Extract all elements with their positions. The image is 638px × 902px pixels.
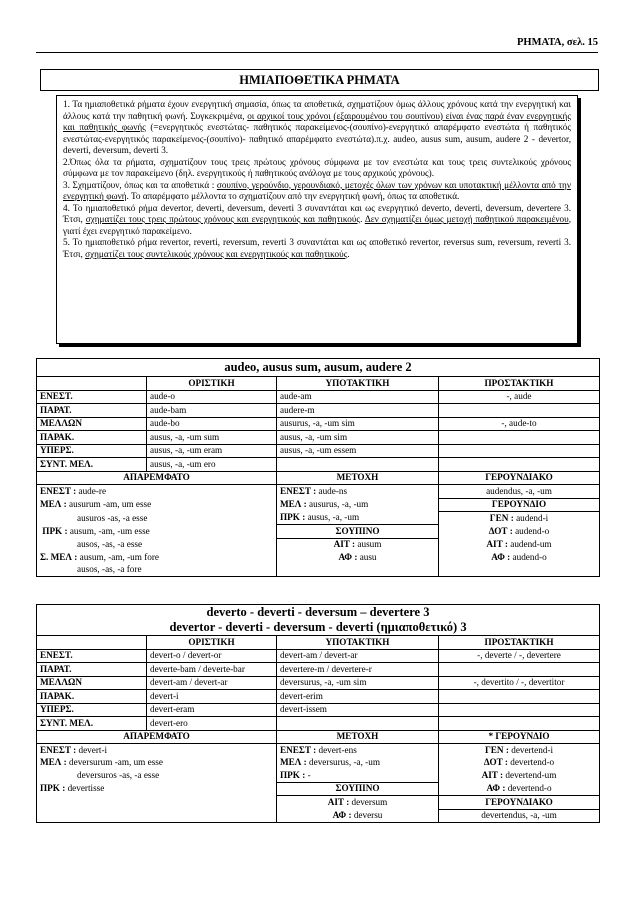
tense-label: ΥΠΕΡΣ. [37,444,147,458]
value: ausum [355,539,382,550]
participle-line [277,769,439,782]
subjunctive-cell: deversurus, -a, -um sim [277,676,439,690]
gerundive-head: ΓΕΡΟΥΝΔΙΑΚΟ [439,471,600,485]
value: ausum, -am, -um esse [67,525,150,536]
value: ausurus, -a, -um [306,499,369,510]
gerund-head: * ΓΕΡΟΥΝΔΙΟ [439,730,600,744]
value: devertend-o [507,757,555,768]
indicative-cell: deverte-bam / deverte-bar [147,663,277,677]
gerundive-head: ΓΕΡΟΥΝΔΙΑΚΟ [439,796,600,810]
tense-label: ΜΕΛΛΩΝ [37,417,147,431]
label: ΜΕΛ : [280,757,307,768]
subjunctive-cell: ausus, -a, -um essem [277,444,439,458]
imperative-cell [439,431,600,445]
value: audend-o [510,551,547,562]
label: ΕΝΕΣΤ : [280,744,317,755]
label: ΑΙΤ : [327,797,350,807]
infinitive-head: ΑΠΑΡΕΜΦΑΤΟ [37,730,277,744]
imperative-cell: -, aude-to [439,417,600,431]
gerundive-value: devertendus, -a, -um [439,809,600,823]
note-5 [63,237,571,260]
table-row [37,649,600,663]
gerund-line [439,757,600,770]
imperative-cell [439,663,600,677]
indicative-cell: aude-bo [147,417,277,431]
participle-line [277,485,439,499]
table-row [37,690,600,704]
label: ΠΡΚ : [280,769,306,780]
audeo-title: audeo, ausus sum, ausum, audere 2 [37,359,600,377]
note-text: 4. Το ημιαποθετικό ρήμα devertor, deverti, deversum, deverti 3 συναντάται και ως ενεργητικό deverto, deverti, deversum, devertere 3. Έτσι, [63,202,571,224]
indicative-cell: aude-bam [147,404,277,418]
imperative-cell [439,404,600,418]
label: ΠΡΚ : [280,512,306,523]
label: ΜΕΛ : [40,757,67,768]
label: ΑΙΤ : [333,539,356,550]
empty-cell [439,564,600,577]
label: ΕΝΕΣΤ : [40,744,77,755]
infinitive-line [37,757,277,770]
gerund-line [439,525,600,539]
note-text: , γιατί έχει ενεργητικό παρακείμενο. [63,214,571,236]
audeo-table [36,358,600,577]
note-underlined: οι αρχικοί τους χρόνοι (εξαιρουμένου του σουπίνου) είναι ένας παρά έναν ενεργητικής και παθητικής φωνής [63,110,571,132]
tense-label: ΠΑΡΑΤ. [37,404,147,418]
table-row [37,703,600,717]
col-head-imperative: ΠΡΟΣΤΑΚΤΙΚΗ [439,377,600,391]
value: devertisse [65,783,105,794]
subjunctive-cell: ausurus, -a, -um sim [277,417,439,431]
tense-label: ΣΥΝΤ. ΜΕΛ. [37,717,147,731]
value: ausurum -am, um esse [66,499,152,510]
label: ΔΟΤ : [483,757,508,768]
tense-label: ΕΝΕΣΤ. [37,390,147,404]
table-row [37,663,600,677]
infinitive-line [37,744,277,757]
subjunctive-cell: devertere-m / devertere-r [277,663,439,677]
notes-box [56,95,578,344]
value: audend-o [512,525,550,536]
table-row [37,417,600,431]
gerund-line [439,769,600,782]
label: ΑΦ : [338,551,358,562]
tense-label: ΣΥΝΤ. ΜΕΛ. [37,458,147,472]
note-underlined: σουπίνο, γερούνδιο, γερουνδιακό, μετοχές όλων των χρόνων και υποτακτική μέλλοντα από την ενεργητική φωνή [63,179,571,201]
tense-label: ΠΑΡΑΚ. [37,431,147,445]
supine-line [277,809,439,823]
gerund-head: ΓΕΡΟΥΝΔΙΟ [439,498,600,512]
label: ΑΙΤ : [481,770,504,780]
page-header-text: ΡΗΜΑΤΑ, σελ. 15 [517,37,598,48]
table-row [37,458,600,472]
imperative-cell [439,703,600,717]
indicative-cell: ausus, -a, -um sum [147,431,277,445]
note-1 [63,99,571,157]
supine-line [277,538,439,551]
label: ΜΕΛ : [280,499,307,510]
note-underlined: Δεν σχηματίζει όμως μετοχή παθητικού παρακειμένου [364,214,569,224]
infinitive-line [37,485,277,499]
value: ausum, -am, -um fore [77,551,159,562]
empty-cell [277,564,439,577]
indicative-cell: aude-o [147,390,277,404]
page-title: ΗΜΙΑΠΟΘΕΤΙΚΑ ΡΗΜΑΤΑ [40,69,599,91]
infinitive-line: ausos, -as, -a esse [37,538,277,551]
table-row [37,431,600,445]
value: deversum [349,797,388,807]
table-row [37,444,600,458]
note-underlined: σχηματίζει τους τρεις πρώτους χρόνους και ενεργητικούς και παθητικούς [85,214,361,224]
tense-label: ΜΕΛΛΩΝ [37,676,147,690]
value: audend-i [513,512,549,523]
gerund-line [439,538,600,551]
table-row [37,390,600,404]
value: - [305,769,311,780]
imperative-cell: -, aude [439,390,600,404]
label: ΠΡΚ : [40,783,66,794]
subjunctive-cell: aude-am [277,390,439,404]
imperative-cell [439,717,600,731]
supine-head: ΣΟΥΠΙΝΟ [277,525,439,539]
infinitive-line: ausuros -as, -a esse [37,512,277,525]
infinitive-line [37,809,277,823]
value: deversu [351,810,383,820]
infinitive-line [37,782,277,796]
value: deversurum -am, um esse [66,757,163,768]
note-4 [63,203,571,238]
participle-line [277,512,439,525]
participle-line [277,498,439,512]
gerundive-value: audendus, -a, -um [439,485,600,499]
participle-line [277,757,439,770]
subjunctive-cell: audere-m [277,404,439,418]
gerund-line [439,551,600,564]
value: devertend-o [505,783,552,793]
value: devert-ens [316,744,357,755]
note-3 [63,180,571,203]
col-head-subjunctive: ΥΠΟΤΑΚΤΙΚΗ [277,636,439,650]
tense-label: ΕΝΕΣΤ. [37,649,147,663]
note-2: 2.Όπως όλα τα ρήματα, σχηματίζουν τους τρεις πρώτους χρόνους σύμφωνα με τον ενεστώτα και τους τρεις συντελικούς χρόνους σύμφωνα με τον παρακείμενο (δηλ. ενεργητικούς ή παθητικούς ανάλογα με τους αρχικούς χρόνους). [63,156,571,178]
tense-label: ΠΑΡΑΤ. [37,663,147,677]
label: ΑΦ : [491,551,511,562]
note-text: . Το απαρέμφατο μέλλοντα το σχηματίζουν από την ενεργητική φωνή, όπως τα αποθετικά. [126,191,460,201]
supine-head: ΣΟΥΠΙΝΟ [277,782,439,796]
col-head-imperative: ΠΡΟΣΤΑΚΤΙΚΗ [439,636,600,650]
value: devertend-i [508,744,554,755]
indicative-cell: ausus, -a, -um ero [147,458,277,472]
infinitive-line: deversuros -as, -a esse [37,769,277,782]
label: ΕΝΕΣΤ : [280,486,317,496]
subjunctive-cell: ausus, -a, -um sim [277,431,439,445]
label: ΓΕΝ : [484,744,509,755]
imperative-cell [439,690,600,704]
note-text: (=ενεργητικός ενεστώτας- παθητικός παρακείμενος-(σουπίνο)-ενεργητικό απαρέμφατο ενεστώτα ή παθητικός ενεστώτας-ενεργητικός παρακείμενος-(σουπίνο)- παθητικό απαρέμφατο ενεστώτα).π.χ. audeo, ausus sum, ausum, audere 2 - devertor, deverti, deversum, deverti 3. [63,122,571,155]
infinitive-line [37,525,277,539]
indicative-cell: ausus, -a, -um eram [147,444,277,458]
label: ΜΕΛ : [40,499,67,510]
corner-cell [37,377,147,391]
deverto-title [37,605,600,636]
label: ΓΕΝ : [489,512,514,523]
deverto-title-line2: devertor - deverti - deversum - deverti (ημιαποθετικό) 3 [169,620,467,634]
note-text: . [347,248,350,259]
infinitive-head: ΑΠΑΡΕΜΦΑΤΟ [37,471,277,485]
imperative-cell [439,458,600,472]
page-header [36,36,598,53]
subjunctive-cell: devert-am / devert-ar [277,649,439,663]
subjunctive-cell: devert-erim [277,690,439,704]
tense-label: ΠΑΡΑΚ. [37,690,147,704]
supine-line [277,796,439,810]
deverto-title-line1: deverto - deverti - deversum – devertere 3 [206,605,430,619]
note-text: 1. Τα ημιαποθετικά ρήματα έχουν ενεργητική σημασία, όπως τα αποθετικά, σχηματίζουν όμως άλλους χρόνους κατά την ενεργητική και άλλους κατά την παθητική φωνή. Συγκεκριμένα, [63,99,571,121]
infinitive-line [37,796,277,810]
label: ΔΟΤ : [488,525,513,536]
indicative-cell: devert-eram [147,703,277,717]
table-row [37,676,600,690]
participle-head: ΜΕΤΟΧΗ [277,471,439,485]
col-head-subjunctive: ΥΠΟΤΑΚΤΙΚΗ [277,377,439,391]
imperative-cell [439,444,600,458]
gerund-line [439,512,600,525]
value: aude-ns [316,486,348,496]
col-head-indicative: ΟΡΙΣΤΙΚΗ [147,636,277,650]
label: ΕΝΕΣΤ : [40,486,77,496]
label: Σ. ΜΕΛ : [40,551,78,562]
table-row [37,717,600,731]
infinitive-line [37,498,277,512]
value: devertend-um [503,770,557,780]
value: devert-i [76,744,108,755]
infinitive-line [37,551,277,564]
subjunctive-cell: devert-issem [277,703,439,717]
value: ausus, -a, -um [305,512,360,523]
imperative-cell: -, deverte / -, devertere [439,649,600,663]
corner-cell [37,636,147,650]
gerund-line [439,744,600,757]
value: audend-um [507,539,552,549]
infinitive-line: ausos, -as, -a fore [37,564,277,577]
note-text: . [360,214,365,224]
indicative-cell: devert-ero [147,717,277,731]
indicative-cell: devert-i [147,690,277,704]
value: ausu [357,551,377,562]
imperative-cell: -, devertito / -, devertitor [439,676,600,690]
subjunctive-cell [277,717,439,731]
note-underlined: σχηματίζει τους συντελικούς χρόνους και ενεργητικούς και παθητικούς [85,248,348,259]
tense-label: ΥΠΕΡΣ. [37,703,147,717]
label: ΠΡΚ : [42,525,68,536]
indicative-cell: devert-o / devert-or [147,649,277,663]
label: ΑΙΤ : [486,539,508,549]
col-head-indicative: ΟΡΙΣΤΙΚΗ [147,377,277,391]
subjunctive-cell [277,458,439,472]
value: deversurus, -a, -um [306,757,380,768]
value: aude-re [76,486,107,496]
note-text: 3. Σχηματίζουν, όπως και τα αποθετικά : [63,179,217,190]
table-row [37,404,600,418]
label: ΑΦ : [486,783,506,793]
gerund-line [439,782,600,796]
participle-head: ΜΕΤΟΧΗ [277,730,439,744]
participle-line [277,744,439,757]
indicative-cell: devert-am / devert-ar [147,676,277,690]
label: ΑΦ : [332,810,352,820]
supine-line [277,551,439,564]
deverto-table [36,604,600,823]
note-text: 5. Το ημιαποθετικό ρήμα revertor, reverti, reversum, reverti 3 συναντάται και ως αποθετικό revertor, reversus sum, reversum, reverti 3. Έτσι, [63,237,571,259]
